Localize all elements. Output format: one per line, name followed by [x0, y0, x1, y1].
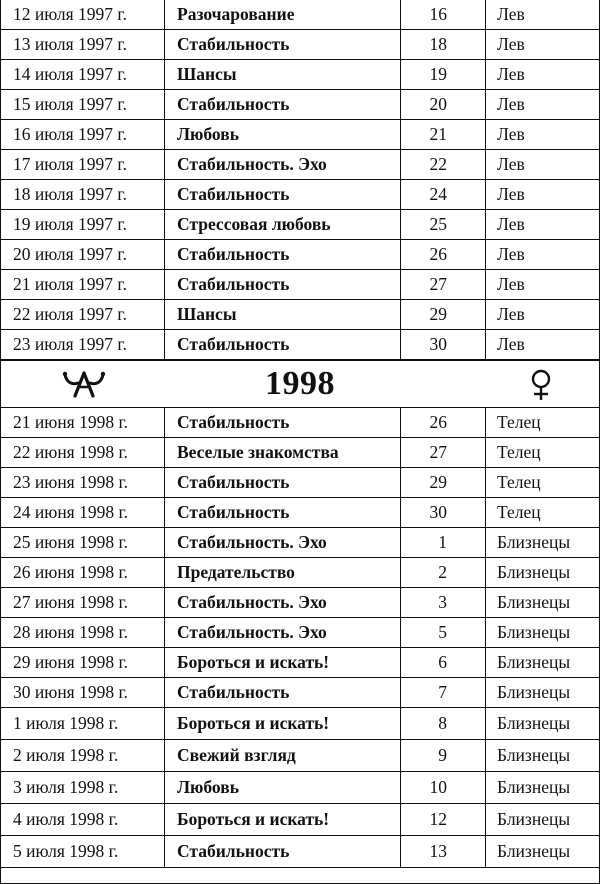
- lunar-day-cell: 24: [401, 180, 486, 209]
- zodiac-sign-cell: Лев: [497, 244, 525, 264]
- lunar-day-cell: 13: [401, 836, 486, 867]
- table-row: [1, 240, 599, 270]
- date-cell: 1 июля 1998 г.: [1, 708, 165, 739]
- zodiac-sign-cell: Лев: [497, 64, 525, 84]
- table-row: [1, 0, 599, 30]
- year-title: 1998: [265, 365, 335, 402]
- table-row: [1, 90, 599, 120]
- zodiac-sign-cell: Телец: [497, 412, 541, 432]
- theme-cell: Свежий взгляд: [165, 740, 401, 771]
- theme-cell: Разочарование: [165, 0, 401, 29]
- zodiac-sign-cell: Близнецы: [497, 713, 571, 733]
- table-row: [1, 588, 599, 618]
- zodiac-sign-cell: Лев: [497, 4, 525, 24]
- date-cell: 21 июля 1997 г.: [1, 270, 165, 299]
- table-row: [1, 468, 599, 498]
- lunar-day-cell: 3: [401, 588, 486, 617]
- date-cell: 14 июля 1997 г.: [1, 60, 165, 89]
- zodiac-sign-cell: Близнецы: [497, 592, 571, 612]
- theme-cell: Шансы: [165, 300, 401, 329]
- venus-symbol-icon: [529, 369, 553, 401]
- date-cell: 3 июля 1998 г.: [1, 772, 165, 803]
- lunar-day-cell: 9: [401, 740, 486, 771]
- zodiac-sign-cell: Близнецы: [497, 652, 571, 672]
- zodiac-sign-cell: Телец: [497, 502, 541, 522]
- lunar-day-cell: 12: [401, 804, 486, 835]
- zodiac-sign-cell: Близнецы: [497, 777, 571, 797]
- date-cell: 26 июня 1998 г.: [1, 558, 165, 587]
- date-cell: 23 июня 1998 г.: [1, 468, 165, 497]
- table-row: [1, 804, 599, 836]
- table-row: [1, 30, 599, 60]
- lunar-day-cell: 21: [401, 120, 486, 149]
- date-cell: 20 июля 1997 г.: [1, 240, 165, 269]
- date-cell: 24 июня 1998 г.: [1, 498, 165, 527]
- lunar-day-cell: 25: [401, 210, 486, 239]
- lunar-day-cell: 5: [401, 618, 486, 647]
- theme-cell: Стабильность: [165, 90, 401, 119]
- theme-cell: Стабильность: [165, 270, 401, 299]
- lunar-day-cell: 22: [401, 150, 486, 179]
- date-cell: 30 июня 1998 г.: [1, 678, 165, 707]
- theme-cell: Стабильность. Эхо: [165, 528, 401, 557]
- date-cell: 28 июня 1998 г.: [1, 618, 165, 647]
- theme-cell: Стабильность: [165, 468, 401, 497]
- zodiac-sign-cell: Лев: [497, 274, 525, 294]
- zodiac-sign-cell: Близнецы: [497, 562, 571, 582]
- date-cell: 29 июня 1998 г.: [1, 648, 165, 677]
- zodiac-sign-cell: Близнецы: [497, 532, 571, 552]
- date-cell: 5 июля 1998 г.: [1, 836, 165, 867]
- theme-cell: Бороться и искать!: [165, 708, 401, 739]
- zodiac-sign-cell: Лев: [497, 34, 525, 54]
- zodiac-sign-cell: Лев: [497, 154, 525, 174]
- lunar-day-cell: 19: [401, 60, 486, 89]
- lunar-day-cell: 30: [401, 498, 486, 527]
- theme-cell: Веселые знакомства: [165, 438, 401, 467]
- zodiac-sign-cell: Близнецы: [497, 841, 571, 861]
- table-row: [1, 708, 599, 740]
- lunar-day-cell: 29: [401, 468, 486, 497]
- theme-cell: Стабильность: [165, 408, 401, 437]
- theme-cell: Стабильность: [165, 330, 401, 359]
- theme-cell: Стабильность: [165, 498, 401, 527]
- table-row: [1, 558, 599, 588]
- theme-cell: Стабильность: [165, 30, 401, 59]
- lunar-day-cell: 30: [401, 330, 486, 359]
- table-row: [1, 270, 599, 300]
- table-row: [1, 60, 599, 90]
- date-cell: 22 июля 1997 г.: [1, 300, 165, 329]
- zodiac-sign-cell: Телец: [497, 472, 541, 492]
- theme-cell: Любовь: [165, 120, 401, 149]
- table-row: [1, 678, 599, 708]
- table-row: [1, 408, 599, 438]
- theme-cell: Предательство: [165, 558, 401, 587]
- theme-cell: Стабильность: [165, 836, 401, 867]
- table-row: [1, 498, 599, 528]
- zodiac-sign-cell: Близнецы: [497, 622, 571, 642]
- table-row: [1, 330, 599, 360]
- date-cell: 16 июля 1997 г.: [1, 120, 165, 149]
- theme-cell: Бороться и искать!: [165, 804, 401, 835]
- zodiac-sign-cell: Телец: [497, 442, 541, 462]
- table-row: [1, 528, 599, 558]
- table-row: [1, 648, 599, 678]
- zodiac-sign-cell: Лев: [497, 214, 525, 234]
- zodiac-sign-cell: Лев: [497, 94, 525, 114]
- zodiac-sign-cell: Лев: [497, 124, 525, 144]
- date-cell: 13 июля 1997 г.: [1, 30, 165, 59]
- theme-cell: Стабильность. Эхо: [165, 150, 401, 179]
- date-cell: 2 июля 1998 г.: [1, 740, 165, 771]
- lunar-day-cell: 26: [401, 240, 486, 269]
- lunar-day-cell: 8: [401, 708, 486, 739]
- theme-cell: Стабильность: [165, 240, 401, 269]
- table-row: [1, 618, 599, 648]
- theme-cell: Любовь: [165, 772, 401, 803]
- table-row: [1, 772, 599, 804]
- zodiac-sign-cell: Близнецы: [497, 809, 571, 829]
- date-cell: 4 июля 1998 г.: [1, 804, 165, 835]
- zodiac-sign-cell: Близнецы: [497, 682, 571, 702]
- theme-cell: Стабильность: [165, 180, 401, 209]
- date-cell: 19 июля 1997 г.: [1, 210, 165, 239]
- lunar-day-cell: 10: [401, 772, 486, 803]
- zodiac-sign-cell: Лев: [497, 184, 525, 204]
- lunar-day-cell: 27: [401, 270, 486, 299]
- table-row: [1, 210, 599, 240]
- theme-cell: Стабильность: [165, 678, 401, 707]
- table-row: [1, 836, 599, 868]
- lunar-day-cell: 2: [401, 558, 486, 587]
- lunar-day-cell: 6: [401, 648, 486, 677]
- date-cell: 21 июня 1998 г.: [1, 408, 165, 437]
- theme-cell: Стабильность. Эхо: [165, 618, 401, 647]
- date-cell: 23 июля 1997 г.: [1, 330, 165, 359]
- table-row: [1, 740, 599, 772]
- table-row: [1, 150, 599, 180]
- lunar-day-cell: 26: [401, 408, 486, 437]
- lunar-day-cell: 7: [401, 678, 486, 707]
- date-cell: 25 июня 1998 г.: [1, 528, 165, 557]
- table-row: [1, 120, 599, 150]
- theme-cell: Стрессовая любовь: [165, 210, 401, 239]
- date-cell: 18 июля 1997 г.: [1, 180, 165, 209]
- theme-cell: Стабильность. Эхо: [165, 588, 401, 617]
- lunar-day-cell: 18: [401, 30, 486, 59]
- date-cell: 17 июля 1997 г.: [1, 150, 165, 179]
- zodiac-sign-cell: Лев: [497, 334, 525, 354]
- lunar-day-cell: 27: [401, 438, 486, 467]
- lunar-day-cell: 29: [401, 300, 486, 329]
- lunar-day-cell: 20: [401, 90, 486, 119]
- lunar-day-cell: 1: [401, 528, 486, 557]
- theme-cell: Шансы: [165, 60, 401, 89]
- table-row: [1, 438, 599, 468]
- zodiac-sign-cell: Лев: [497, 304, 525, 324]
- table-row: [1, 300, 599, 330]
- table-1997: [1, 0, 599, 360]
- date-cell: 22 июня 1998 г.: [1, 438, 165, 467]
- taurus-glyph-icon: [61, 369, 107, 399]
- year-header-row: [1, 360, 599, 408]
- zodiac-sign-cell: Близнецы: [497, 745, 571, 765]
- lunar-day-cell: 16: [401, 0, 486, 29]
- date-cell: 27 июня 1998 г.: [1, 588, 165, 617]
- table-1998: [1, 408, 599, 868]
- date-cell: 12 июля 1997 г.: [1, 0, 165, 29]
- date-cell: 15 июля 1997 г.: [1, 90, 165, 119]
- table-row: [1, 180, 599, 210]
- theme-cell: Бороться и искать!: [165, 648, 401, 677]
